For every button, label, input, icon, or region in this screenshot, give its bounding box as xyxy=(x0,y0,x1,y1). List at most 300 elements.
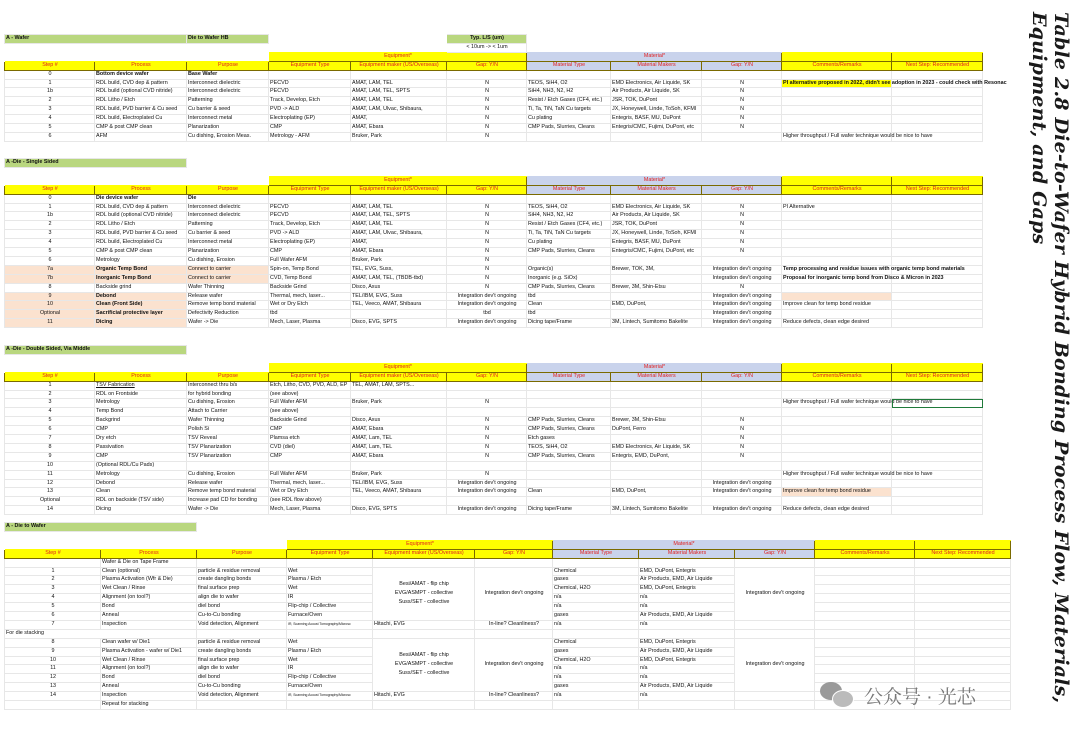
table-row xyxy=(5,230,983,239)
table-cell xyxy=(892,506,983,515)
table-cell xyxy=(892,283,983,292)
section-die-double-sided xyxy=(4,345,1028,515)
column-header: Comments/Remarks xyxy=(782,185,892,194)
table-cell: N xyxy=(447,256,527,265)
table-cell: Backgrind xyxy=(95,417,187,426)
material-gap-merged: Integration dev't ongoing xyxy=(735,567,815,620)
table-cell: Void detection, Alignment xyxy=(197,620,287,629)
table-cell: Metrology xyxy=(95,399,187,408)
table-cell: Brewer, 3M, Shin-Etsu xyxy=(611,417,702,426)
table-cell xyxy=(702,132,782,141)
table-cell: 0 xyxy=(5,194,95,203)
table-cell xyxy=(782,70,892,79)
table-cell xyxy=(527,479,611,488)
column-header: Gap: Y/N xyxy=(447,185,527,194)
table-cell: 10 xyxy=(5,301,95,310)
table-cell: CMP Pads, Slurries, Cleans xyxy=(527,248,611,257)
table-cell: TEOS, SiH4, O2 xyxy=(527,79,611,88)
table-cell: 3 xyxy=(5,399,95,408)
table-row xyxy=(5,479,983,488)
table-cell: Plasma / Etch xyxy=(287,576,373,585)
table-row xyxy=(5,567,1011,576)
table-cell: n/a xyxy=(553,674,639,683)
table-cell: Flip-chip / Collective xyxy=(287,674,373,683)
table-cell: Entegris, BASF, MU, DuPont xyxy=(611,239,702,248)
column-header-row xyxy=(5,372,983,381)
table-cell xyxy=(782,390,892,399)
column-header: Comments/Remarks xyxy=(782,61,892,70)
table-cell: N xyxy=(447,221,527,230)
table-cell: diel bond xyxy=(197,674,287,683)
table-cell: Metrology xyxy=(95,470,187,479)
table-cell: (see above) xyxy=(269,408,351,417)
table-cell: AMAT, Ebara xyxy=(351,452,447,461)
table-cell: TSV Fabrication xyxy=(95,381,187,390)
table-cell: TSV Reveal xyxy=(187,435,269,444)
table-cell xyxy=(702,461,782,470)
table-row xyxy=(5,461,983,470)
table-cell: PVD -> ALD xyxy=(269,230,351,239)
table-cell: Increase pad CD for bonding xyxy=(187,497,269,506)
table-cell xyxy=(892,319,983,328)
column-header: Gap: Y/N xyxy=(475,549,553,558)
table-cell: Bond xyxy=(101,674,197,683)
table-cell xyxy=(782,106,892,115)
table-cell: CMP Pads, Slurries, Cleans xyxy=(527,426,611,435)
table-cell: Integration dev't ongoing xyxy=(447,292,527,301)
table-cell xyxy=(702,408,782,417)
table-cell xyxy=(351,310,447,319)
table-cell: n/a xyxy=(553,594,639,603)
column-header: Material Makers xyxy=(611,61,702,70)
table-cell xyxy=(892,443,983,452)
table-cell xyxy=(287,701,373,710)
group-header-row xyxy=(5,176,983,185)
table-cell: Flip-chip / Collective xyxy=(287,603,373,612)
material-group-header: Material* xyxy=(527,363,782,372)
table-cell: particle & residue removal xyxy=(197,638,287,647)
table-cell xyxy=(611,390,702,399)
table-cell: AMAT, Ebara xyxy=(351,426,447,435)
table-cell: Integration dev't ongoing xyxy=(702,265,782,274)
section-title-row xyxy=(5,346,983,355)
material-group-header: Material* xyxy=(553,540,815,549)
table-cell: Clean xyxy=(527,301,611,310)
table-cell: gases xyxy=(553,683,639,692)
table-cell: CMP & post CMP clean xyxy=(95,248,187,257)
table-cell: RDL build, PVD barrier & Cu seed xyxy=(95,230,187,239)
table-cell xyxy=(553,701,639,710)
table-cell xyxy=(892,310,983,319)
table-cell: 9 xyxy=(5,647,101,656)
table-row xyxy=(5,620,1011,629)
table-row xyxy=(5,256,983,265)
table-cell: 3 xyxy=(5,106,95,115)
table-cell: EMD Electronics, Air Liquide, SK xyxy=(611,203,702,212)
table-cell: Base Wafer xyxy=(187,70,269,79)
table-cell: align die to wafer xyxy=(197,594,287,603)
table-cell: Inorganic Temp Bond xyxy=(95,274,187,283)
table-cell: Interconnect thru b/s xyxy=(187,381,269,390)
column-header: Process xyxy=(95,185,187,194)
table-cell: Die device wafer xyxy=(95,194,187,203)
table-cell: N xyxy=(702,230,782,239)
table-cell xyxy=(892,106,983,115)
table-cell xyxy=(702,194,782,203)
table-cell: Wet xyxy=(287,567,373,576)
table-cell xyxy=(611,479,702,488)
table-cell: Organic(s) xyxy=(527,265,611,274)
table-cell: 9 xyxy=(5,452,95,461)
column-header: Equipment Type xyxy=(269,372,351,381)
table-cell: Wafer Thinning xyxy=(187,417,269,426)
equipment-group-header: Equipment* xyxy=(287,540,553,549)
table-cell: N xyxy=(447,97,527,106)
table-cell: final surface prep xyxy=(197,585,287,594)
table-cell: Clean wafer w/ Die1 xyxy=(101,638,197,647)
table-cell xyxy=(527,390,611,399)
table-cell: AMAT, Lam, TEL xyxy=(351,443,447,452)
equipment-gap-merged: Integration dev't ongoing xyxy=(475,638,553,691)
column-header: Equipment Type xyxy=(269,185,351,194)
table-cell: Interconnect metal xyxy=(187,115,269,124)
column-header: Material Type xyxy=(553,549,639,558)
table-cell: Full Wafer AFM xyxy=(269,256,351,265)
section-title-row xyxy=(5,523,1011,532)
table-cell: N xyxy=(447,443,527,452)
table-cell xyxy=(611,408,702,417)
column-header: Gap: Y/N xyxy=(702,372,782,381)
table-cell: Cu plating xyxy=(527,115,611,124)
table-cell xyxy=(611,435,702,444)
column-header: Material Type xyxy=(527,372,611,381)
table-cell: TEL, Veeco, AMAT, Shibaura xyxy=(351,301,447,310)
section-title: A -Die - Single Sided xyxy=(5,159,187,168)
table-cell xyxy=(447,194,527,203)
table-cell: N xyxy=(702,452,782,461)
table-cell: In-line? Cleanliness? xyxy=(475,620,553,629)
table-cell: Interconnect dielectric xyxy=(187,79,269,88)
table-cell: PECVD xyxy=(269,79,351,88)
table-cell xyxy=(892,381,983,390)
table-cell: N xyxy=(702,417,782,426)
table-cell: Entegris, EMD, DuPont, xyxy=(611,452,702,461)
material-gap-merged: Integration dev't ongoing xyxy=(735,638,815,691)
table-cell: N xyxy=(702,283,782,292)
table-cell xyxy=(782,381,892,390)
table-cell: 6 xyxy=(5,256,95,265)
table-cell: 2 xyxy=(5,390,95,399)
table-cell: Attach to Carrier xyxy=(187,408,269,417)
table-cell: RDL Litho / Etch xyxy=(95,221,187,230)
table-cell xyxy=(611,256,702,265)
table-cell xyxy=(892,435,983,444)
table-cell: CMP Pads, Slurries, Cleans xyxy=(527,452,611,461)
table-cell: 0 xyxy=(5,70,95,79)
table-cell: n/a xyxy=(553,692,639,701)
table-cell: N xyxy=(447,79,527,88)
table-cell: Chemical xyxy=(553,567,639,576)
table-cell: Plamsa etch xyxy=(269,435,351,444)
table-cell: Optional xyxy=(5,310,95,319)
table-cell: Release wafer xyxy=(187,479,269,488)
table-cell: Furnace/Oven xyxy=(287,612,373,621)
column-header: Purpose xyxy=(197,549,287,558)
table-cell: 2 xyxy=(5,576,101,585)
table-cell xyxy=(351,390,447,399)
equipment-group-header: Equipment* xyxy=(269,176,527,185)
table-cell: N xyxy=(447,239,527,248)
material-group-header: Material* xyxy=(527,176,782,185)
typ-ls-label: Typ. L/S (um) xyxy=(447,35,527,44)
table-cell: Brewer, 3M, Shin-Etsu xyxy=(611,283,702,292)
table-cell: Proposal for inorganic temp bond from Disco & Micron in 2023 xyxy=(782,274,892,283)
table-cell: Entegris/CMC, Fujimi, DuPont, etc xyxy=(611,124,702,133)
table-cell: JSR, TOK, DuPont xyxy=(611,97,702,106)
table-cell: RDL on Frontside xyxy=(95,390,187,399)
table-cell: Defectivity Reduction xyxy=(187,310,269,319)
table-cell xyxy=(611,274,702,283)
table-cell: TEL, Veeco, AMAT, Shibaura xyxy=(351,488,447,497)
table-cell: EMD Electronics, Air Liquide, SK xyxy=(611,79,702,88)
table-cell: Air Products, EMD, Air Liquide xyxy=(639,647,735,656)
table-cell: 14 xyxy=(5,506,95,515)
table-cell: Cu plating xyxy=(527,239,611,248)
table-cell xyxy=(782,283,892,292)
table-cell: DuPont, Ferro xyxy=(611,426,702,435)
column-header: Next Step: Recommended xyxy=(892,372,983,381)
table-cell xyxy=(892,239,983,248)
table-cell: Dicing tape/Frame xyxy=(527,319,611,328)
column-header: Step # xyxy=(5,372,95,381)
table-cell: create dangling bonds xyxy=(197,647,287,656)
table-cell: Integration dev't ongoing xyxy=(447,301,527,310)
table-cell: Wet or Dry Etch xyxy=(269,488,351,497)
table-cell: Clean (optional) xyxy=(101,567,197,576)
table-cell xyxy=(892,194,983,203)
table-cell: Chemical xyxy=(553,638,639,647)
table-row xyxy=(5,390,983,399)
table-cell: (Optional RDL/Cu Pads) xyxy=(95,461,187,470)
table-cell: Furnace/Oven xyxy=(287,683,373,692)
table-cell xyxy=(735,558,815,567)
table-cell: Interconnect metal xyxy=(187,239,269,248)
table-row xyxy=(5,638,1011,647)
table-cell: TEOS, SiH4, O2 xyxy=(527,203,611,212)
table-cell: Debond xyxy=(95,292,187,301)
table-cell: N xyxy=(702,221,782,230)
table-cell xyxy=(611,292,702,301)
table-cell: 1b xyxy=(5,212,95,221)
table-cell: Etch gases xyxy=(527,435,611,444)
table-cell xyxy=(527,132,611,141)
table-cell: Clean (Front Side) xyxy=(95,301,187,310)
table-cell: JX, Honeywell, Linde, ToSoh, KFMI xyxy=(611,106,702,115)
table-cell: n/a xyxy=(639,594,735,603)
table-cell: PI Alternative xyxy=(782,203,892,212)
material-group-header: Material* xyxy=(527,52,782,61)
table-cell: TEL, EVG, Suss, xyxy=(351,265,447,274)
table-cell: N xyxy=(447,212,527,221)
table-cell xyxy=(782,194,892,203)
table-cell: Wet xyxy=(287,638,373,647)
table-cell: Temp Bond xyxy=(95,408,187,417)
table-cell xyxy=(611,381,702,390)
table-cell: 4 xyxy=(5,594,101,603)
table-cell xyxy=(892,203,983,212)
table-cell: Clean xyxy=(527,488,611,497)
table-cell xyxy=(447,497,527,506)
table-cell: CMP Pads, Slurries, Cleans xyxy=(527,283,611,292)
table-cell: Bottom device wafer xyxy=(95,70,187,79)
table-cell: Clean xyxy=(95,488,187,497)
table-cell: 3M, Lintech, Sumitomo Bakelite xyxy=(611,506,702,515)
table-row xyxy=(5,265,983,274)
table-cell xyxy=(197,701,287,710)
table-cell: IR, Scanning Acoust Tomography/Microsc xyxy=(287,620,373,629)
table-cell: Patterning xyxy=(187,221,269,230)
table-cell: Interconnect dielectric xyxy=(187,212,269,221)
table-cell: Etch, Litho, CVD, PVD, ALD, EP xyxy=(269,381,351,390)
table-cell: AMAT, Lam, TEL xyxy=(351,435,447,444)
table-cell xyxy=(447,381,527,390)
table-row xyxy=(5,274,983,283)
table-cell xyxy=(892,488,983,497)
table-cell xyxy=(782,115,892,124)
table-cell: Integration dev't ongoing xyxy=(702,488,782,497)
table-cell: PI alternative proposed in 2022, didn't see adoption in 2023 - could check with Resonac xyxy=(782,79,892,88)
table-cell: AMAT, LAM, Ulvac, Shibaura, xyxy=(351,106,447,115)
table-cell: 6 xyxy=(5,612,101,621)
table-cell xyxy=(702,399,782,408)
table-cell: 4 xyxy=(5,239,95,248)
table-cell: 5 xyxy=(5,248,95,257)
table-row xyxy=(5,239,983,248)
watermark-text: 公众号 · 光芯 xyxy=(864,686,976,708)
table-cell: Track, Develop, Etch xyxy=(269,221,351,230)
table-cell xyxy=(351,497,447,506)
table-cell: Ti, Ta, TiN, TaN Cu targets xyxy=(527,106,611,115)
table-cell: AMAT, Ebara xyxy=(351,124,447,133)
table-cell: TSV Planarization xyxy=(187,443,269,452)
table-cell xyxy=(702,256,782,265)
table-cell: tbd xyxy=(527,310,611,319)
table-row xyxy=(5,381,983,390)
column-header: Gap: Y/N xyxy=(447,372,527,381)
watermark xyxy=(820,680,976,710)
table-cell: Die xyxy=(187,194,269,203)
table-cell: AMAT, Ebara xyxy=(351,248,447,257)
table-cell: CMP xyxy=(269,426,351,435)
table-cell xyxy=(892,230,983,239)
process-table xyxy=(4,34,1007,142)
table-cell: Integration dev't ongoing xyxy=(702,292,782,301)
table-cell xyxy=(782,230,892,239)
table-cell: Cu dishing, Erosion xyxy=(187,399,269,408)
section-title: A - Wafer xyxy=(5,35,187,44)
table-row xyxy=(5,88,983,97)
equipment-group-header: Equipment* xyxy=(269,363,527,372)
table-cell: n/a xyxy=(553,665,639,674)
table-cell xyxy=(702,70,782,79)
table-cell xyxy=(702,497,782,506)
column-header: Gap: Y/N xyxy=(735,549,815,558)
table-cell: Hitachi, EVG xyxy=(373,692,475,701)
column-header: Comments/Remarks xyxy=(782,372,892,381)
table-cell xyxy=(892,497,983,506)
table-cell: Higher throughput / Full wafer technique would be nice to have xyxy=(782,470,892,479)
table-cell: 1 xyxy=(5,79,95,88)
table-cell: Reduce defects, clean edge desired xyxy=(782,506,892,515)
table-cell: Planarization xyxy=(187,248,269,257)
table-cell xyxy=(197,558,287,567)
table-cell: AMAT, LAM, Ulvac, Shibaura, xyxy=(351,230,447,239)
table-cell: PVD -> ALD xyxy=(269,106,351,115)
table-cell: 11 xyxy=(5,665,101,674)
table-cell: 5 xyxy=(5,603,101,612)
table-row xyxy=(5,194,983,203)
page-title: Table 2.8 Die-to-Wafer Hybrid Bonding Process Flow, Materials, Equipment, and Gaps xyxy=(1028,12,1072,704)
table-row xyxy=(5,248,983,257)
table-cell: TSV Planarization xyxy=(187,452,269,461)
table-cell: Anneal xyxy=(101,612,197,621)
table-cell xyxy=(782,212,892,221)
table-cell: N xyxy=(447,124,527,133)
section-title: A - Die to Wafer xyxy=(5,523,197,532)
table-cell xyxy=(373,701,475,710)
table-cell: Wet xyxy=(287,585,373,594)
table-cell: N xyxy=(447,115,527,124)
table-cell: CMP xyxy=(95,452,187,461)
table-cell xyxy=(892,212,983,221)
table-cell xyxy=(527,194,611,203)
column-header: Material Type xyxy=(527,61,611,70)
table-cell: align die to wafer xyxy=(197,665,287,674)
table-cell xyxy=(892,248,983,257)
column-header: Gap: Y/N xyxy=(447,61,527,70)
table-cell: N xyxy=(702,115,782,124)
table-cell: RDL build, CVD dep & pattern xyxy=(95,203,187,212)
table-cell: Resist / Etch Gases (CF4, etc.) xyxy=(527,97,611,106)
column-header: Material Makers xyxy=(639,549,735,558)
table-cell xyxy=(351,408,447,417)
table-cell: 7 xyxy=(5,435,95,444)
table-cell: Bruker, Park xyxy=(351,132,447,141)
table-cell: Plasma / Etch xyxy=(287,647,373,656)
table-cell xyxy=(5,701,101,710)
table-cell: AMAT, xyxy=(351,239,447,248)
table-cell: 2 xyxy=(5,97,95,106)
table-cell: gases xyxy=(553,647,639,656)
table-cell: 1 xyxy=(5,381,95,390)
table-cell: TEL, AMAT, LAM, SPTS... xyxy=(351,381,447,390)
table-row xyxy=(5,70,983,79)
column-header: Purpose xyxy=(187,61,269,70)
table-cell: CMP xyxy=(269,248,351,257)
table-cell xyxy=(269,461,351,470)
process-table xyxy=(4,158,983,328)
table-cell: N xyxy=(702,97,782,106)
table-cell: tbd xyxy=(269,310,351,319)
table-cell: Backside Grind xyxy=(269,283,351,292)
table-cell xyxy=(527,470,611,479)
table-cell xyxy=(782,452,892,461)
table-cell xyxy=(611,310,702,319)
table-cell: N xyxy=(702,435,782,444)
table-cell: for hybrid bonding xyxy=(187,390,269,399)
table-cell xyxy=(639,701,735,710)
table-row xyxy=(5,435,983,444)
